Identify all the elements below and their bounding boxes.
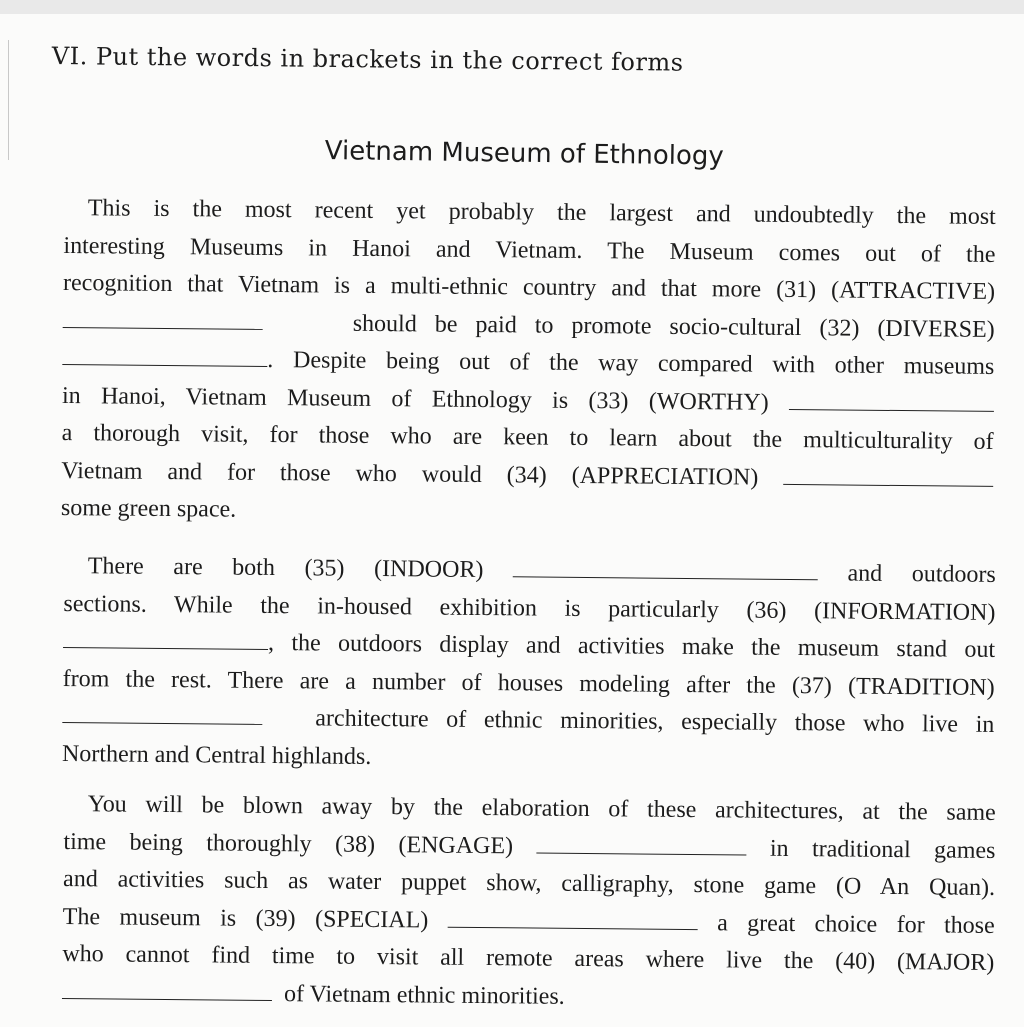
answer-blank-40[interactable] [62,975,272,1000]
paragraph-2-line-2: sections. While the in-housed exhibition is particularly (36) (INFORMATION) [63,590,996,626]
page-margin-line [8,40,9,160]
paragraph-1-line-6: in Hanoi, Vietnam Museum of Ethnology is (33) (WORTHY) [62,377,994,423]
passage-title: Vietnam Museum of Ethnology [324,136,724,172]
exercise-heading: VI. Put the words in brackets in the correct forms [51,42,684,77]
paragraph-3 [62,786,996,1020]
answer-blank-33[interactable] [789,386,994,411]
paragraph-1-line-9: some green space. [60,494,237,523]
paragraph-2-line-1: There are both (35) (INDOOR) and outdoors [87,553,996,588]
paragraph-1-line-3: recognition that Vietnam is a multi-ethnic country and that more (31) (ATTRACTIVE) [62,269,996,305]
answer-blank-38[interactable] [536,830,746,855]
answer-blank-39[interactable] [448,904,698,929]
paragraph-1 [61,190,996,536]
paragraph-1-line-8: Vietnam and for those who would (34) (APPRECIATION) [61,452,993,498]
paragraph-1-line-4: should be paid to promote socio-cultural (32) (DIVERSE) [63,302,995,348]
answer-blank-32[interactable] [62,342,267,367]
answer-blank-34[interactable] [783,461,993,486]
paragraph-2-line-4: from the rest. There are a number of houses modeling after the (37) (TRADITION) [62,665,995,701]
paragraph-1-line-7: a thorough visit, for those who are keen to learn about the multiculturality of [61,419,994,455]
answer-blank-35[interactable] [513,554,818,580]
paragraph-1-line-2: interesting Museums in Hanoi and Vietnam. The Museum comes out of the [63,232,996,268]
paragraph-3-line-6: of Vietnam ethnic minorities. [62,973,994,1019]
answer-blank-31[interactable] [63,304,263,329]
top-margin-bar [0,0,1024,14]
paragraph-3-line-5: who cannot find time to visit all remote areas where live the (40) (MAJOR) [62,940,995,976]
paragraph-2-line-3: , the outdoors display and activities make the museum stand out [63,623,995,669]
paragraph-1-line-1: This is the most recent yet probably the largest and undoubtedly the most [87,195,996,230]
paragraph-3-line-4: The museum is (39) (SPECIAL) a great choice for those [62,903,995,939]
paragraph-2-line-5: architecture of ethnic minorities, especially those who live in [62,698,994,744]
paragraph-2 [62,548,996,782]
paragraph-3-line-1: You will be blown away by the elaboration of these architectures, at the same [87,791,996,826]
answer-blank-36[interactable] [63,625,268,650]
paragraph-1-line-5: . Despite being out of the way compared with other museums [62,340,994,386]
answer-blank-37[interactable] [62,700,262,725]
paragraph-3-line-3: and activities such as water puppet show, calligraphy, stone game (O An Quan). [62,865,996,901]
paragraph-2-line-6: Northern and Central highlands. [61,740,372,770]
paragraph-3-line-2: time being thoroughly (38) (ENGAGE) in traditional games [63,828,996,864]
